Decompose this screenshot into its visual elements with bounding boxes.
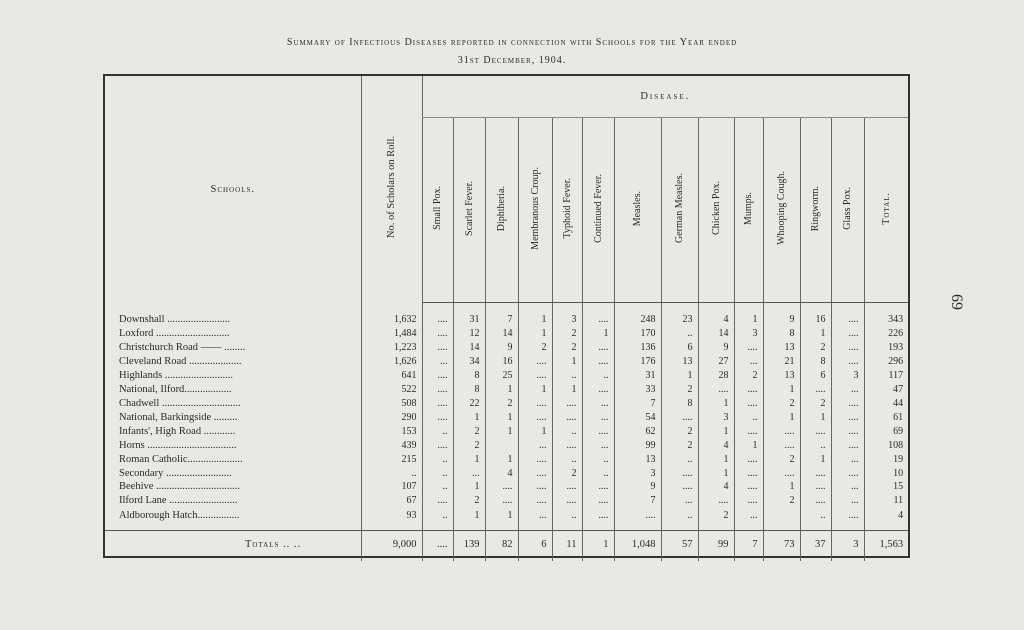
table-cell: .... [422, 302, 453, 328]
table-cell: 69 [864, 425, 908, 439]
table-cell: 1 [485, 509, 518, 530]
table-cell: 7 [614, 397, 661, 411]
table-cell: .... [552, 439, 582, 453]
table-cell: .... [763, 425, 800, 439]
table-cell: 1,223 [361, 342, 422, 356]
table-cell: .... [661, 481, 698, 495]
scholars-header: No. of Scholars on Roll. [361, 76, 422, 302]
table-cell: 2 [453, 439, 485, 453]
school-name: Chadwell .............................. [105, 397, 361, 411]
table-cell: 215 [361, 453, 422, 467]
table-cell: 296 [864, 355, 908, 369]
table-cell: 1,632 [361, 302, 422, 328]
school-name: Beehive ................................ [105, 481, 361, 495]
table-cell: .... [831, 467, 864, 481]
table-cell: .... [800, 383, 831, 397]
table-cell: 9 [698, 342, 734, 356]
table-row [105, 383, 908, 397]
title-line-2: 31st December, 1904. [457, 55, 567, 66]
table-cell: .... [518, 397, 552, 411]
table-cell: 3 [614, 467, 661, 481]
table-cell: 9 [614, 481, 661, 495]
table-row [105, 481, 908, 495]
totals-cell: 73 [763, 530, 800, 561]
school-name: Highlands .......................... [105, 369, 361, 383]
table-row [105, 302, 908, 328]
table-cell: 8 [800, 355, 831, 369]
table-cell: 28 [698, 369, 734, 383]
table-cell: 1 [485, 383, 518, 397]
table-cell: .... [661, 411, 698, 425]
table-cell: 21 [763, 355, 800, 369]
table-cell: 153 [361, 425, 422, 439]
table-cell: .... [831, 439, 864, 453]
table-cell: 13 [763, 342, 800, 356]
table-row [105, 397, 908, 411]
table-cell: 1 [734, 439, 763, 453]
table-cell: 4 [698, 481, 734, 495]
totals-cell: .... [422, 530, 453, 561]
table-cell: .... [831, 302, 864, 328]
table-cell: .... [552, 411, 582, 425]
school-name: Secondary ......................... [105, 467, 361, 481]
table-cell: 1 [518, 302, 552, 328]
table-cell: 33 [614, 383, 661, 397]
table-cell: .. [582, 369, 614, 383]
table-cell: 439 [361, 439, 422, 453]
table-cell: 2 [661, 383, 698, 397]
disease-column-header: Small Pox. [422, 117, 453, 302]
table-cell: .. [800, 509, 831, 530]
table-cell: 1 [453, 481, 485, 495]
disease-column-header: Glass Pox. [831, 117, 864, 302]
table-cell: .... [800, 467, 831, 481]
table-cell: 6 [661, 342, 698, 356]
table-cell: 12 [453, 328, 485, 342]
table-cell: ... [831, 453, 864, 467]
table-cell: .... [518, 481, 552, 495]
table-cell: .... [800, 425, 831, 439]
table-row [105, 453, 908, 467]
table-cell: .. [800, 439, 831, 453]
school-name: Downshall ........................ [105, 302, 361, 328]
table-cell: 1 [453, 509, 485, 530]
table-row [105, 439, 908, 453]
table-cell: 2 [800, 397, 831, 411]
table-cell: 1 [698, 397, 734, 411]
disease-column-header: Typhoid Fever. [552, 117, 582, 302]
table-cell: 108 [864, 439, 908, 453]
disease-column-header: Whooping Cough. [763, 117, 800, 302]
table-cell: .... [734, 397, 763, 411]
totals-cell: 3 [831, 530, 864, 561]
table-cell: ... [453, 467, 485, 481]
table-cell: .... [582, 342, 614, 356]
table-cell: .... [582, 509, 614, 530]
table-cell: .... [831, 328, 864, 342]
totals-cell: 82 [485, 530, 518, 561]
disease-column-header: Total. [864, 117, 908, 302]
table-row [105, 328, 908, 342]
table-cell: 290 [361, 411, 422, 425]
table-cell: ... [831, 383, 864, 397]
table-cell: 1 [800, 453, 831, 467]
totals-cell: 99 [698, 530, 734, 561]
table-cell: .. [361, 467, 422, 481]
table-cell: 13 [661, 355, 698, 369]
table-cell: 22 [453, 397, 485, 411]
table-cell: 2 [800, 342, 831, 356]
table-cell [763, 509, 800, 530]
table-cell: 3 [831, 369, 864, 383]
table-cell: 248 [614, 302, 661, 328]
table-cell: 2 [552, 342, 582, 356]
table-cell: 1 [800, 328, 831, 342]
totals-cell: 7 [734, 530, 763, 561]
table-cell: .... [518, 411, 552, 425]
disease-column-header: Measles. [614, 117, 661, 302]
table-cell: .... [422, 411, 453, 425]
totals-cell: 139 [453, 530, 485, 561]
table-cell: .... [661, 467, 698, 481]
table-cell: 2 [763, 453, 800, 467]
table-cell: .... [582, 355, 614, 369]
table-cell: 107 [361, 481, 422, 495]
table-cell: 1 [582, 328, 614, 342]
table-cell: 176 [614, 355, 661, 369]
table-cell: 2 [453, 495, 485, 509]
table-cell: 1 [763, 411, 800, 425]
totals-cell: 1 [582, 530, 614, 561]
disease-header: Disease. [422, 76, 908, 117]
table-cell: .... [763, 467, 800, 481]
table-cell: 117 [864, 369, 908, 383]
table-cell: .. [422, 509, 453, 530]
table-cell: 61 [864, 411, 908, 425]
summary-table-frame [103, 74, 910, 558]
table-cell: .... [422, 342, 453, 356]
table-row [105, 495, 908, 509]
table-cell: .... [422, 495, 453, 509]
totals-row [105, 530, 908, 561]
table-cell: .... [734, 495, 763, 509]
table-cell: .. [552, 369, 582, 383]
table-cell: 136 [614, 342, 661, 356]
table-cell: .... [698, 383, 734, 397]
table-cell: .... [422, 369, 453, 383]
table-cell: .... [734, 383, 763, 397]
totals-cell: 6 [518, 530, 552, 561]
table-cell: .... [800, 495, 831, 509]
table-cell: ... [422, 355, 453, 369]
table-cell: .... [582, 302, 614, 328]
table-cell: .... [552, 495, 582, 509]
table-cell: .... [734, 467, 763, 481]
table-cell: ... [582, 411, 614, 425]
totals-cell: 37 [800, 530, 831, 561]
title-line-1: Summary of Infectious Diseases reported in connection with Schools for the Year ended [286, 37, 738, 48]
table-cell: 193 [864, 342, 908, 356]
table-cell: 1 [485, 453, 518, 467]
table-cell: .... [422, 328, 453, 342]
table-cell: ... [582, 439, 614, 453]
table-cell: 31 [453, 302, 485, 328]
table-cell: .... [614, 509, 661, 530]
table-cell: 170 [614, 328, 661, 342]
table-cell: .. [661, 328, 698, 342]
table-cell: 93 [361, 509, 422, 530]
table-cell: 47 [864, 383, 908, 397]
table-cell: 8 [453, 383, 485, 397]
table-cell: 4 [864, 509, 908, 530]
table-body [105, 302, 908, 561]
table-row [105, 369, 908, 383]
table-cell: 62 [614, 425, 661, 439]
table-cell: 11 [864, 495, 908, 509]
table-cell: 10 [864, 467, 908, 481]
table-cell: .... [734, 453, 763, 467]
table-cell: 25 [485, 369, 518, 383]
table-cell: .... [831, 425, 864, 439]
table-cell: 1 [552, 355, 582, 369]
table-cell: 99 [614, 439, 661, 453]
school-name: Ilford Lane .......................... [105, 495, 361, 509]
table-cell: 1 [453, 453, 485, 467]
table-cell: 2 [661, 425, 698, 439]
disease-column-header: Diphtheria. [485, 117, 518, 302]
table-cell: 7 [485, 302, 518, 328]
table-cell: ... [734, 355, 763, 369]
table-cell: 1 [763, 481, 800, 495]
table-cell: 2 [763, 397, 800, 411]
table-cell: 2 [763, 495, 800, 509]
table-cell: .... [485, 495, 518, 509]
table-cell: .. [552, 509, 582, 530]
table-cell: .... [582, 481, 614, 495]
disease-column-header: Scarlet Fever. [453, 117, 485, 302]
table-cell: .... [422, 439, 453, 453]
table-cell: ... [734, 509, 763, 530]
page-number: 69 [948, 294, 965, 310]
totals-cell: 1,563 [864, 530, 908, 561]
table-cell: 9 [763, 302, 800, 328]
table-cell: 226 [864, 328, 908, 342]
table-cell: 8 [661, 397, 698, 411]
table-cell: 2 [453, 425, 485, 439]
table-cell: .. [661, 453, 698, 467]
table-cell: 343 [864, 302, 908, 328]
schools-header: Schools. [105, 76, 361, 302]
school-name: Cleveland Road .................... [105, 355, 361, 369]
table-row [105, 342, 908, 356]
totals-cell: 11 [552, 530, 582, 561]
totals-cell: 1,048 [614, 530, 661, 561]
table-cell: .. [422, 453, 453, 467]
table-cell: .... [582, 495, 614, 509]
table-cell: 16 [800, 302, 831, 328]
table-cell: 1 [518, 328, 552, 342]
table-cell: 1 [453, 411, 485, 425]
table-cell: 1 [800, 411, 831, 425]
table-cell: 44 [864, 397, 908, 411]
table-cell: .. [422, 481, 453, 495]
table-cell: ... [518, 439, 552, 453]
school-name: Infants', High Road ............ [105, 425, 361, 439]
table-cell: 2 [518, 342, 552, 356]
table-cell: .... [518, 453, 552, 467]
table-cell: 508 [361, 397, 422, 411]
table-cell: 4 [698, 439, 734, 453]
table-cell: .. [582, 453, 614, 467]
table-cell: .... [831, 342, 864, 356]
table-cell: 4 [698, 302, 734, 328]
table-row [105, 509, 908, 530]
table-cell: 54 [614, 411, 661, 425]
table-cell: .... [422, 397, 453, 411]
table-cell: .. [422, 425, 453, 439]
table-cell: .... [422, 383, 453, 397]
school-name: Aldborough Hatch................ [105, 509, 361, 530]
table-cell: .... [518, 355, 552, 369]
totals-label: Totals .. .. [105, 530, 361, 561]
table-cell: .... [552, 397, 582, 411]
table-cell: 9 [485, 342, 518, 356]
table-cell: .. [734, 411, 763, 425]
table-cell: 641 [361, 369, 422, 383]
table-cell: 2 [552, 328, 582, 342]
table-cell: 1 [698, 425, 734, 439]
table-cell: .... [518, 369, 552, 383]
table-cell: 1 [698, 453, 734, 467]
table-cell: .... [518, 495, 552, 509]
table-cell: .. [422, 467, 453, 481]
table-cell: 1 [661, 369, 698, 383]
table-cell: 13 [614, 453, 661, 467]
table-cell: 31 [614, 369, 661, 383]
table-cell: 4 [485, 467, 518, 481]
school-name: Christchurch Road —— ........ [105, 342, 361, 356]
table-cell: 2 [698, 509, 734, 530]
table-cell: 1 [763, 383, 800, 397]
table-cell: 14 [485, 328, 518, 342]
table-cell: .. [552, 425, 582, 439]
table-cell: .... [831, 397, 864, 411]
table-cell: 67 [361, 495, 422, 509]
table-cell: .... [734, 481, 763, 495]
school-name: National, Barkingside ......... [105, 411, 361, 425]
table-cell: .... [734, 425, 763, 439]
table-cell: .... [552, 481, 582, 495]
table-cell: .. [552, 453, 582, 467]
table-cell: 1 [734, 302, 763, 328]
table-cell: ... [661, 495, 698, 509]
disease-column-header: Continued Fever. [582, 117, 614, 302]
table-cell [485, 439, 518, 453]
table-cell: 1 [485, 411, 518, 425]
table-cell: 8 [763, 328, 800, 342]
disease-column-header: Chicken Pox. [698, 117, 734, 302]
table-cell: .... [485, 481, 518, 495]
table-cell: 19 [864, 453, 908, 467]
table-cell: 2 [485, 397, 518, 411]
table-cell: 1,626 [361, 355, 422, 369]
table-cell: 1 [518, 383, 552, 397]
table-cell: 15 [864, 481, 908, 495]
table-cell: 2 [552, 467, 582, 481]
table-cell: 3 [552, 302, 582, 328]
disease-column-header: Ringworm. [800, 117, 831, 302]
table-cell: ... [831, 495, 864, 509]
table-cell: 27 [698, 355, 734, 369]
table-cell: 1 [485, 425, 518, 439]
table-cell: .. [661, 509, 698, 530]
school-name: National, Ilford.................. [105, 383, 361, 397]
totals-cell: 9,000 [361, 530, 422, 561]
table-cell: .... [582, 425, 614, 439]
table-cell: ... [831, 481, 864, 495]
table-row [105, 355, 908, 369]
table-cell: 23 [661, 302, 698, 328]
table-cell: .... [582, 383, 614, 397]
table-cell: 14 [698, 328, 734, 342]
table-cell: 16 [485, 355, 518, 369]
table-cell: .... [734, 342, 763, 356]
table-cell: 1 [552, 383, 582, 397]
table-cell: 6 [800, 369, 831, 383]
disease-column-header: Mumps. [734, 117, 763, 302]
table-cell: 14 [453, 342, 485, 356]
table-cell: 522 [361, 383, 422, 397]
table-cell: .... [698, 495, 734, 509]
table-cell: 8 [453, 369, 485, 383]
table-cell: .... [831, 411, 864, 425]
table-cell: .... [831, 355, 864, 369]
table-row [105, 425, 908, 439]
table-row [105, 411, 908, 425]
table-cell: .. [582, 467, 614, 481]
table-row [105, 467, 908, 481]
table-cell: .... [831, 509, 864, 530]
table-cell: ... [582, 397, 614, 411]
school-name: Roman Catholic..................... [105, 453, 361, 467]
summary-table [105, 76, 908, 561]
disease-column-header: Membranous Croup. [518, 117, 552, 302]
table-cell: 2 [661, 439, 698, 453]
school-name: Loxford ............................ [105, 328, 361, 342]
totals-cell: 57 [661, 530, 698, 561]
table-cell: 1 [518, 425, 552, 439]
table-cell: 1 [698, 467, 734, 481]
table-cell: 7 [614, 495, 661, 509]
table-cell: 34 [453, 355, 485, 369]
table-cell: ... [518, 509, 552, 530]
table-cell: 3 [734, 328, 763, 342]
school-name: Horns .................................. [105, 439, 361, 453]
disease-column-header: German Measles. [661, 117, 698, 302]
table-cell: .... [518, 467, 552, 481]
table-cell: 2 [734, 369, 763, 383]
table-cell: 1,484 [361, 328, 422, 342]
table-cell: 3 [698, 411, 734, 425]
table-cell: .... [800, 481, 831, 495]
table-cell: 13 [763, 369, 800, 383]
table-cell: .... [763, 439, 800, 453]
